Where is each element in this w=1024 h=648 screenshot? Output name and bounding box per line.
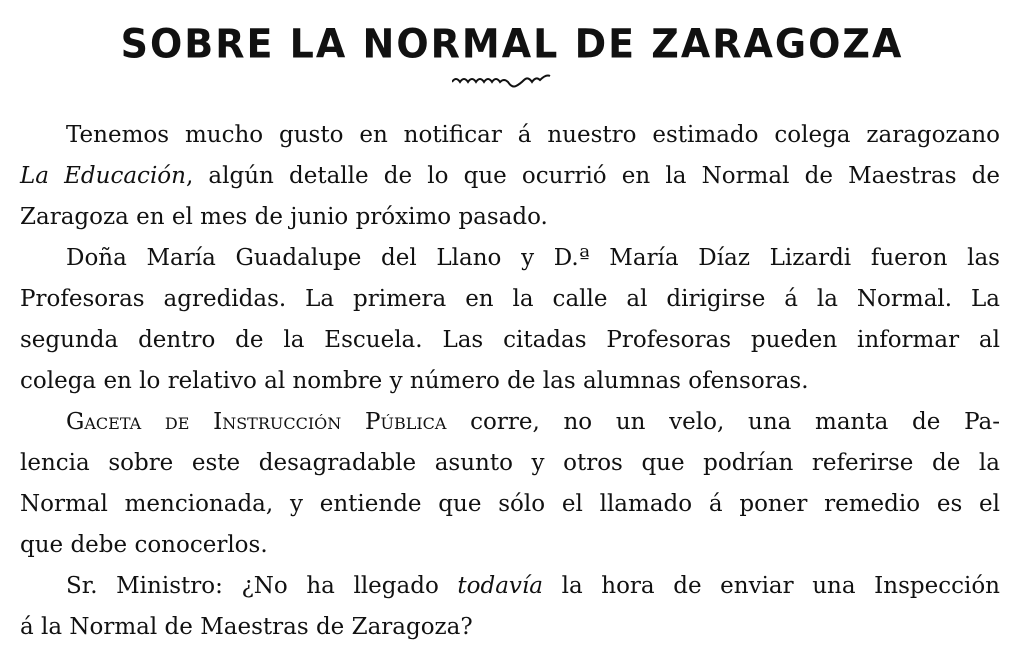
text-line: lencia sobre este desagradable asunto y otros que podrían referirse de la: [20, 450, 1000, 476]
text-line: que debe conocerlos.: [20, 532, 268, 558]
text-line: [20, 402, 1000, 443]
emphasis: todavía: [457, 573, 543, 599]
text-line: [20, 156, 1000, 197]
text-line: segunda dentro de la Escuela. Las citadas Profesoras pueden informar al: [20, 327, 1000, 353]
paragraph-2: [20, 238, 1000, 402]
text-span: la hora de enviar una Inspección: [543, 573, 1000, 599]
publication-name: La Educación: [20, 163, 186, 189]
text-line: Zaragoza en el mes de junio próximo pasado.: [20, 204, 548, 230]
text-line: [20, 566, 1000, 607]
text-line: Tenemos mucho gusto en notificar á nuestro estimado colega zaragozano: [66, 122, 1000, 148]
paragraph-3: [20, 402, 1000, 566]
text-line: Profesoras agredidas. La primera en la calle al dirigirse á la Normal. La: [20, 286, 1000, 312]
paragraph-4: [20, 566, 1000, 648]
page-title: SOBRE LA NORMAL DE ZARAGOZA: [120, 20, 904, 68]
wavy-ornament-divider: [452, 72, 572, 90]
paragraph-1: [20, 115, 1000, 238]
text-span: , algún detalle de lo que ocurrió en la Normal de Maestras de: [185, 163, 1000, 189]
text-line: Normal mencionada, y entiende que sólo el llamado á poner remedio es el: [20, 491, 1000, 517]
text-span: corre, no un velo, una manta de Pa-: [446, 409, 1000, 435]
publication-name: Gaceta de Instrucción Pública: [66, 409, 447, 435]
text-span: Sr. Ministro: ¿No ha llegado: [66, 573, 458, 599]
text-line: colega en lo relativo al nombre y número de las alumnas ofensoras.: [20, 368, 809, 394]
text-line: Doña María Guadalupe del Llano y D.ª María Díaz Lizardi fueron las: [66, 245, 1000, 271]
text-line: á la Normal de Maestras de Zaragoza?: [20, 614, 473, 640]
article-body: [20, 115, 1000, 648]
